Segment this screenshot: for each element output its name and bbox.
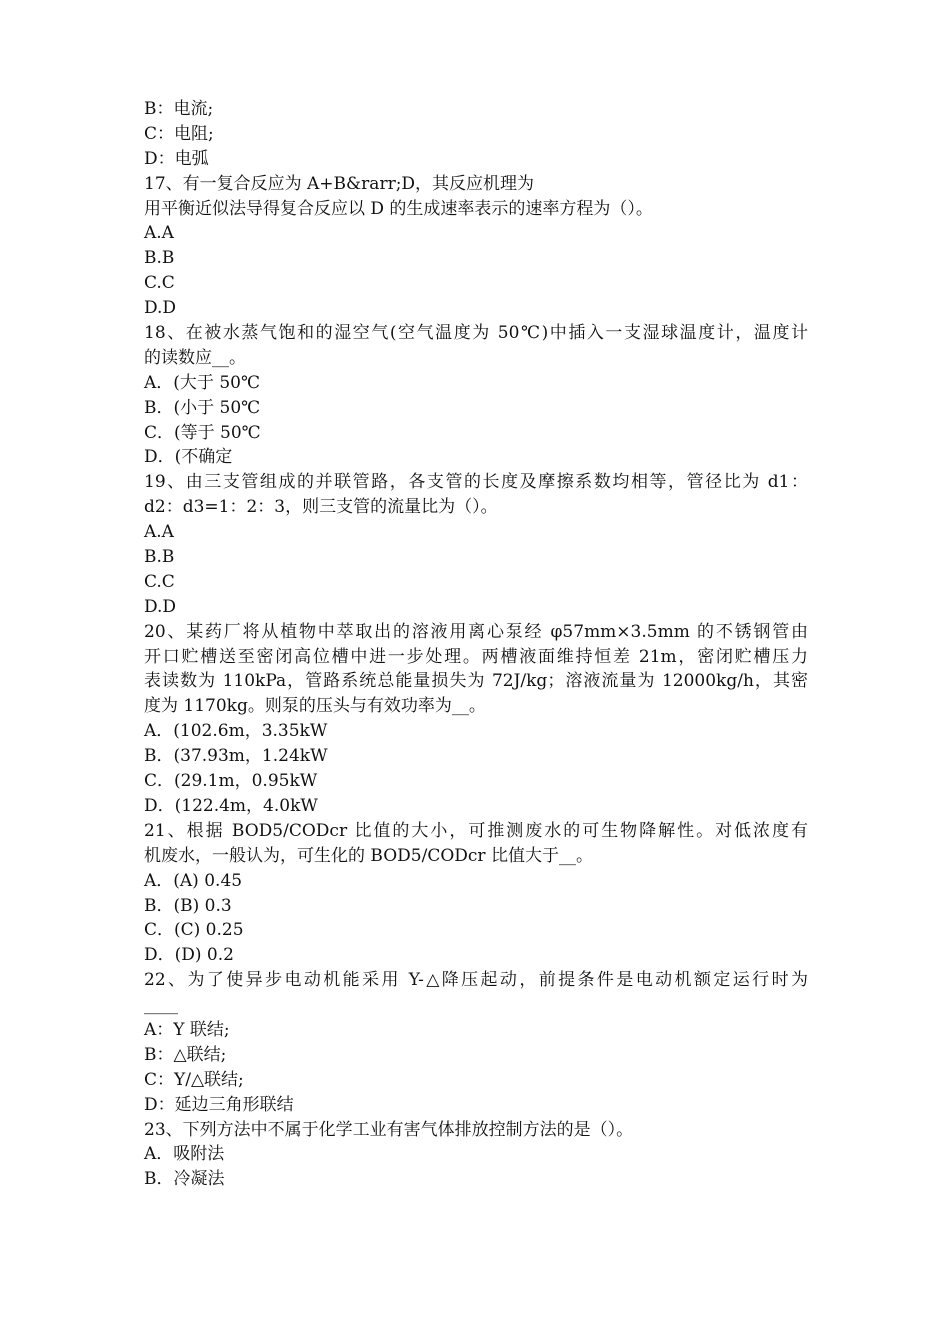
text-line: 17、有一复合反应为 A+B&rarr;D，其反应机理为 — [144, 173, 535, 194]
text-line: 用平衡近似法导得复合反应以 D 的生成速率表示的速率方程为（）。 — [144, 198, 653, 219]
text-line: B．(小于 50℃ — [144, 397, 261, 418]
text-line: A．(102.6m，3.35kW — [144, 721, 328, 742]
text-line: A.A — [144, 223, 174, 244]
text-line: 机废水，一般认为，可生化的 BOD5/CODcr 比值大于__。 — [144, 845, 593, 866]
text-line: A．吸附法 — [144, 1144, 225, 1165]
text-line: D．(不确定 — [144, 447, 233, 468]
text-line: C.C — [144, 571, 175, 592]
text-line: B.B — [144, 248, 175, 269]
text-line: A.A — [144, 522, 174, 543]
text-line: 18、在被水蒸气饱和的湿空气(空气温度为 50℃)中插入一支湿球温度计，温度计 — [144, 323, 808, 344]
text-line: C：Y/△联结; — [144, 1069, 244, 1090]
text-line: d2：d3=1：2：3，则三支管的流量比为（）。 — [144, 497, 498, 518]
text-line: 22、为了使异步电动机能采用 Y-△降压起动，前提条件是电动机额定运行时为 — [144, 970, 808, 991]
text-line: A．(大于 50℃ — [144, 372, 260, 393]
text-line: B：△联结; — [144, 1044, 227, 1065]
text-line: 度为 1170kg。则泵的压头与有效功率为__。 — [144, 696, 486, 717]
text-line: B．(37.93m，1.24kW — [144, 746, 328, 767]
document-body — [144, 97, 808, 1192]
text-line: D：延边三角形联结 — [144, 1094, 294, 1115]
text-line: D．(D) 0.2 — [144, 945, 234, 966]
text-line: D.D — [144, 596, 177, 617]
text-line: D.D — [144, 298, 177, 319]
text-line: 的读数应__。 — [144, 347, 246, 368]
text-line: 开口贮槽送至密闭高位槽中进一步处理。两槽液面维持恒差 21m，密闭贮槽压力 — [144, 646, 808, 667]
text-line: A：Y 联结; — [144, 1019, 230, 1040]
text-line: C.C — [144, 273, 175, 294]
text-line: B：电流; — [144, 99, 214, 119]
text-line: C．(C) 0.25 — [144, 920, 244, 941]
text-line: 21、根据 BOD5/CODcr 比值的大小，可推测废水的可生物降解性。对低浓度有 — [144, 820, 808, 841]
text-line: B.B — [144, 547, 175, 568]
text-line: B．冷凝法 — [144, 1169, 225, 1190]
text-line: A．(A) 0.45 — [144, 870, 243, 891]
text-line: 20、某药厂将从植物中萃取出的溶液用离心泵经 φ57mm×3.5mm 的不锈钢管由 — [144, 621, 808, 642]
text-line: 表读数为 110kPa，管路系统总能量损失为 72J/kg；溶液流量为 12000kg/h，其密 — [144, 671, 808, 692]
text-line: C．(29.1m，0.95kW — [144, 771, 318, 792]
text-line: C：电阻; — [144, 123, 214, 144]
text-line: C．(等于 50℃ — [144, 422, 261, 443]
text-line: D．(122.4m，4.0kW — [144, 795, 318, 816]
text-line: 23、下列方法中不属于化学工业有害气体排放控制方法的是（）。 — [144, 1119, 634, 1140]
text-line: 19、由三支管组成的并联管路，各支管的长度及摩擦系数均相等，管径比为 d1： — [144, 472, 808, 493]
text-line: D：电弧 — [144, 148, 209, 169]
text-line: B．(B) 0.3 — [144, 895, 232, 916]
text-line: ____ — [144, 995, 178, 1016]
